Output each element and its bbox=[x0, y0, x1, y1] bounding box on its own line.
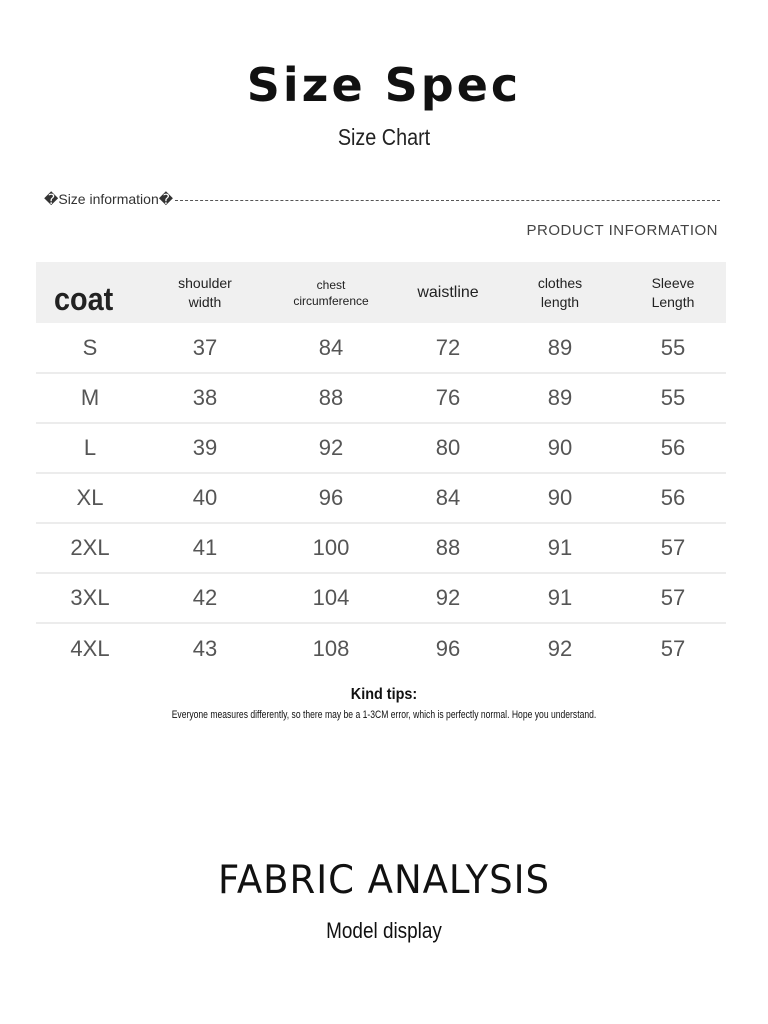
measurement-cell: 90 bbox=[547, 485, 573, 510]
header-coat: coat bbox=[54, 281, 114, 317]
measurement-cell: 90 bbox=[547, 435, 573, 460]
measurement-cell: 55 bbox=[660, 385, 686, 410]
measurement-cell: 56 bbox=[660, 435, 686, 460]
measurement-cell: 89 bbox=[547, 385, 573, 410]
kind-tips-title: Kind tips: bbox=[350, 686, 418, 703]
measurement-cell: 37 bbox=[192, 334, 218, 360]
header-chest-circumference: chest circumference bbox=[293, 277, 369, 308]
measurement-cell: 80 bbox=[435, 435, 461, 460]
measurement-cell: 91 bbox=[547, 535, 573, 560]
size-cell: 4XL bbox=[70, 635, 110, 661]
measurement-cell: 57 bbox=[660, 635, 686, 661]
size-information-divider bbox=[44, 189, 720, 209]
size-cell: 2XL bbox=[70, 535, 110, 560]
table-row bbox=[36, 623, 726, 673]
measurement-cell: 56 bbox=[660, 485, 686, 510]
table-row bbox=[36, 573, 726, 623]
dashed-line bbox=[175, 200, 720, 201]
kind-tips-text: Everyone measures differently, so there may be a 1-3CM error, which is perfectly normal. Hope you understand. bbox=[171, 709, 597, 721]
page-title: Size Spec bbox=[246, 58, 522, 112]
measurement-cell: 88 bbox=[435, 535, 461, 560]
size-cell: XL bbox=[76, 485, 104, 510]
table-row bbox=[36, 323, 726, 373]
measurement-cell: 89 bbox=[547, 334, 573, 360]
measurement-cell: 42 bbox=[192, 585, 218, 610]
fabric-analysis-title: FABRIC ANALYSIS bbox=[218, 858, 550, 903]
product-information-label: PRODUCT INFORMATION bbox=[526, 222, 718, 239]
header-sleeve-length: Sleeve Length bbox=[651, 274, 695, 310]
size-cell: L bbox=[83, 435, 97, 460]
measurement-cell: 92 bbox=[547, 635, 573, 661]
measurement-cell: 91 bbox=[547, 585, 573, 610]
measurement-cell: 108 bbox=[312, 635, 350, 661]
measurement-cell: 40 bbox=[192, 485, 218, 510]
measurement-cell: 96 bbox=[318, 485, 344, 510]
table-row bbox=[36, 373, 726, 423]
table-row bbox=[36, 473, 726, 523]
measurement-cell: 92 bbox=[435, 585, 461, 610]
header-shoulder-width: shoulder width bbox=[178, 274, 232, 310]
page-subtitle: Size Chart bbox=[337, 124, 431, 150]
measurement-cell: 57 bbox=[660, 535, 686, 560]
measurement-cell: 57 bbox=[660, 585, 686, 610]
table-header-row bbox=[36, 262, 726, 323]
measurement-cell: 84 bbox=[435, 485, 461, 510]
measurement-cell: 41 bbox=[192, 535, 218, 560]
table-row bbox=[36, 523, 726, 573]
size-table bbox=[36, 262, 726, 673]
header-clothes-length: clothes length bbox=[537, 274, 583, 310]
measurement-cell: 104 bbox=[312, 585, 350, 610]
measurement-cell: 38 bbox=[192, 385, 218, 410]
measurement-cell: 76 bbox=[435, 385, 461, 410]
header-waistline: waistline bbox=[417, 284, 479, 301]
measurement-cell: 43 bbox=[192, 635, 218, 661]
measurement-cell: 100 bbox=[312, 535, 350, 560]
measurement-cell: 92 bbox=[318, 435, 344, 460]
measurement-cell: 88 bbox=[318, 385, 344, 410]
measurement-cell: 96 bbox=[435, 635, 461, 661]
measurement-cell: 84 bbox=[318, 334, 344, 360]
measurement-cell: 72 bbox=[435, 334, 461, 360]
size-cell: M bbox=[80, 385, 100, 410]
measurement-cell: 39 bbox=[192, 435, 218, 460]
model-display-subtitle: Model display bbox=[326, 918, 442, 943]
size-information-label: �Size information� bbox=[44, 190, 174, 207]
table-row bbox=[36, 423, 726, 473]
size-cell: 3XL bbox=[70, 585, 110, 610]
measurement-cell: 55 bbox=[660, 334, 686, 360]
size-cell: S bbox=[82, 334, 98, 360]
